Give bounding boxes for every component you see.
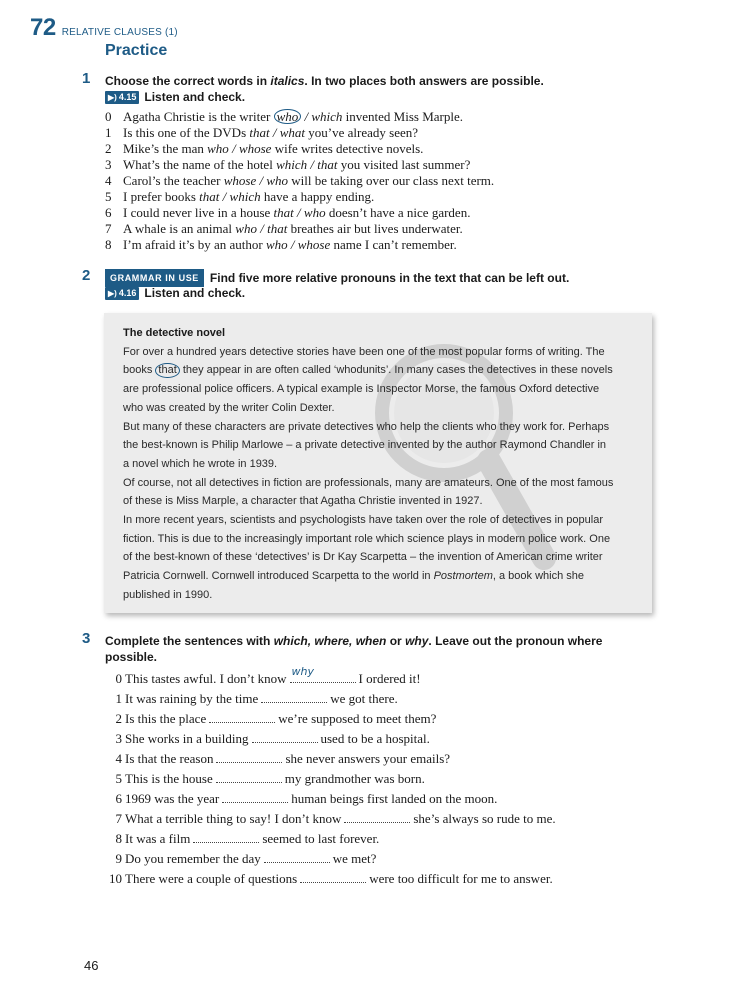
option-1[interactable]: which bbox=[276, 157, 308, 172]
option-2[interactable]: what bbox=[279, 125, 306, 140]
reading-line: In more recent years, scientists and psychologists have taken over the role of detectives in popular bbox=[123, 514, 603, 527]
item-text: Carol’s the teacher whose / who will be taking over our class next term. bbox=[123, 173, 495, 188]
exercise-1-number: 1 bbox=[82, 70, 91, 87]
option-2[interactable]: whose bbox=[297, 237, 331, 252]
sentence-start: 1969 was the year bbox=[125, 791, 220, 806]
option-1[interactable]: that bbox=[199, 189, 220, 204]
reading-line: books that they appear in are often called ‘whodunits’. In many cases the detectives in these novels bbox=[123, 364, 613, 377]
sentence-end: seemed to last forever. bbox=[262, 831, 380, 846]
item-text: I’m afraid it’s by an author who / whose name I can’t remember. bbox=[123, 237, 457, 252]
option-1[interactable]: whose bbox=[223, 173, 257, 188]
item-text: A whale is an animal who / that breathes air but lives underwater. bbox=[123, 221, 463, 236]
item-number: 7 bbox=[115, 811, 122, 826]
listen-label: Listen and check. bbox=[144, 286, 246, 300]
exercise-3-item bbox=[98, 729, 556, 749]
item-text: I could never live in a house that / who doesn’t have a nice garden. bbox=[123, 205, 471, 220]
item-text: Is this one of the DVDs that / what you’ve already seen? bbox=[123, 125, 419, 140]
exercise-3-instruction: Complete the sentences with which, where, when or why. Leave out the pronoun where possible. bbox=[105, 634, 603, 664]
reading-line: of these is Miss Marple, a character that Agatha Christie invented in 1927. bbox=[123, 495, 483, 508]
reading-line: But many of these characters are private detectives who help the clients who they work for. Perhaps bbox=[123, 420, 610, 433]
item-number: 2 bbox=[105, 141, 112, 156]
exercise-3-item bbox=[98, 689, 556, 709]
item-number: 10 bbox=[109, 871, 122, 886]
exercise-3-list bbox=[98, 665, 556, 889]
exercise-3-item bbox=[98, 665, 556, 689]
answer-blank[interactable] bbox=[193, 831, 259, 843]
exercise-1-instruction: Choose the correct words in italics. In two places both answers are possible. bbox=[105, 74, 544, 88]
answer-blank[interactable] bbox=[222, 791, 288, 803]
item-text: Agatha Christie is the writer who / which invented Miss Marple. bbox=[123, 109, 464, 124]
reading-text bbox=[123, 324, 641, 605]
option-1[interactable]: who bbox=[274, 109, 302, 124]
grammar-in-use-badge: GRAMMAR IN USE bbox=[105, 269, 204, 287]
reading-title: The detective novel bbox=[123, 327, 226, 339]
reading-line: For over a hundred years detective stories have been one of the most popular forms of writing. The bbox=[123, 345, 605, 358]
exercise-3-item bbox=[98, 849, 556, 869]
option-2[interactable]: that bbox=[317, 157, 338, 172]
reading-line: are professional police officers. A typical example is Inspector Morse, the famous Oxford detective bbox=[123, 383, 600, 396]
item-number: 7 bbox=[105, 221, 112, 236]
option-1[interactable]: who bbox=[265, 237, 288, 252]
reading-line: the best-known is Philip Marlowe – a private detective invented by the author Raymond Chandler in bbox=[123, 439, 607, 452]
sentence-start: What a terrible thing to say! I don’t know bbox=[125, 811, 342, 826]
exercise-2-listen bbox=[105, 286, 245, 300]
item-number: 9 bbox=[115, 851, 122, 866]
exercise-3-item bbox=[98, 769, 556, 789]
sentence-start: Is that the reason bbox=[125, 751, 214, 766]
listen-label: Listen and check. bbox=[144, 90, 246, 104]
answer-blank[interactable] bbox=[216, 771, 282, 783]
option-1[interactable]: who bbox=[207, 141, 229, 156]
speaker-icon: ▶) bbox=[108, 92, 117, 102]
answer-blank[interactable] bbox=[216, 751, 282, 763]
exercise-1-item bbox=[105, 237, 494, 253]
item-number: 1 bbox=[105, 125, 112, 140]
exercise-1-item bbox=[105, 205, 494, 221]
sentence-start: It was a film bbox=[125, 831, 191, 846]
item-number: 4 bbox=[105, 173, 112, 188]
sentence-start: Is this the place bbox=[125, 711, 207, 726]
item-number: 6 bbox=[105, 205, 112, 220]
item-number: 0 bbox=[105, 109, 112, 124]
speaker-icon: ▶) bbox=[108, 288, 117, 298]
reading-line: Patricia Cornwell. Cornwell introduced Scarpetta to the world in Postmortem, a book which she bbox=[123, 570, 585, 583]
exercise-1-item bbox=[105, 221, 494, 237]
item-text: I prefer books that / which have a happy ending. bbox=[123, 189, 375, 204]
item-text: Mike’s the man who / whose wife writes detective novels. bbox=[123, 141, 424, 156]
exercise-1-item bbox=[105, 125, 494, 141]
exercise-2-number: 2 bbox=[82, 267, 91, 284]
page-number: 46 bbox=[84, 958, 99, 973]
exercise-3-number: 3 bbox=[82, 630, 91, 647]
item-text: What’s the name of the hotel which / that you visited last summer? bbox=[123, 157, 471, 172]
option-1[interactable]: that bbox=[249, 125, 270, 140]
reading-line: who was created by the writer Colin Dexter. bbox=[123, 401, 335, 414]
exercise-1-listen bbox=[105, 90, 245, 104]
exercise-1-item bbox=[105, 173, 494, 189]
example-answer: why bbox=[291, 665, 315, 678]
sentence-end: human beings first landed on the moon. bbox=[291, 791, 498, 806]
answer-blank[interactable] bbox=[264, 851, 330, 863]
item-number: 4 bbox=[115, 751, 122, 766]
answer-blank[interactable] bbox=[252, 731, 318, 743]
exercise-3-item bbox=[98, 829, 556, 849]
sentence-start: This is the house bbox=[125, 771, 213, 786]
sentence-end: she’s always so rude to me. bbox=[413, 811, 556, 826]
item-number: 8 bbox=[115, 831, 122, 846]
answer-blank[interactable] bbox=[344, 811, 410, 823]
exercise-3-item bbox=[98, 809, 556, 829]
exercise-3-item bbox=[98, 709, 556, 729]
sentence-start: This tastes awful. I don’t know bbox=[125, 671, 287, 686]
sentence-start: Do you remember the day bbox=[125, 851, 261, 866]
sentence-end: my grandmother was born. bbox=[284, 771, 425, 786]
audio-track-badge[interactable]: ▶) 4.15 bbox=[105, 91, 139, 104]
reading-text-box bbox=[104, 313, 652, 613]
sentence-end: I ordered it! bbox=[358, 671, 421, 686]
sentence-end: used to be a hospital. bbox=[320, 731, 430, 746]
option-1[interactable]: that bbox=[273, 205, 294, 220]
item-number: 0 bbox=[115, 671, 122, 686]
option-2[interactable]: who bbox=[303, 205, 326, 220]
unit-number: 72 bbox=[30, 14, 56, 41]
answer-blank[interactable] bbox=[290, 665, 356, 683]
unit-title: RELATIVE CLAUSES (1) bbox=[61, 27, 178, 38]
item-number: 3 bbox=[105, 157, 112, 172]
sentence-end: we got there. bbox=[330, 691, 398, 706]
reading-line: of the best-known of these ‘detectives’ is Dr Kay Scarpetta – the invention of American crime writer bbox=[123, 551, 603, 564]
sentence-end: we’re supposed to meet them? bbox=[278, 711, 437, 726]
exercise-1-item bbox=[105, 189, 494, 205]
option-2[interactable]: which bbox=[229, 189, 261, 204]
exercise-3-item bbox=[98, 789, 556, 809]
exercise-1-list bbox=[105, 109, 494, 253]
item-number: 8 bbox=[105, 237, 112, 252]
exercise-1-item bbox=[105, 141, 494, 157]
exercise-3-item bbox=[98, 749, 556, 769]
option-2[interactable]: which bbox=[311, 109, 343, 124]
option-1[interactable]: who bbox=[235, 221, 257, 236]
item-number: 2 bbox=[115, 711, 122, 726]
item-number: 3 bbox=[115, 731, 122, 746]
item-number: 5 bbox=[115, 771, 122, 786]
sentence-end: were too difficult for me to answer. bbox=[369, 871, 553, 886]
item-number: 6 bbox=[115, 791, 122, 806]
answer-blank[interactable] bbox=[300, 871, 366, 883]
exercise-2-instruction: GRAMMAR IN USE Find five more relative pronouns in the text that can be left out. bbox=[105, 269, 665, 287]
sentence-end: she never answers your emails? bbox=[285, 751, 451, 766]
option-2[interactable]: who bbox=[266, 173, 289, 188]
reading-line: fiction. This is due to the increasingly important role which science plays in modern police work. One bbox=[123, 532, 611, 545]
option-2[interactable]: whose bbox=[238, 141, 272, 156]
circled-example-word: that bbox=[155, 363, 179, 378]
sentence-start: She works in a building bbox=[125, 731, 249, 746]
section-title: Practice bbox=[105, 42, 168, 59]
reading-line: published in 1990. bbox=[123, 588, 213, 601]
answer-blank[interactable] bbox=[209, 711, 275, 723]
exercise-3-item bbox=[98, 869, 556, 889]
sentence-end: we met? bbox=[332, 851, 377, 866]
reading-line: a novel which he wrote in 1939. bbox=[123, 457, 278, 470]
exercise-1-item bbox=[105, 109, 494, 125]
unit-header bbox=[30, 14, 178, 40]
item-number: 1 bbox=[115, 691, 122, 706]
sentence-start: It was raining by the time bbox=[125, 691, 259, 706]
audio-track-badge[interactable]: ▶) 4.16 bbox=[105, 287, 139, 300]
reading-line: Of course, not all detectives in fiction are professionals, many are amateurs. One of the most famous bbox=[123, 476, 614, 489]
sentence-start: There were a couple of questions bbox=[125, 871, 298, 886]
option-2[interactable]: that bbox=[267, 221, 288, 236]
exercise-1-item bbox=[105, 157, 494, 173]
answer-blank[interactable] bbox=[261, 691, 327, 703]
item-number: 5 bbox=[105, 189, 112, 204]
